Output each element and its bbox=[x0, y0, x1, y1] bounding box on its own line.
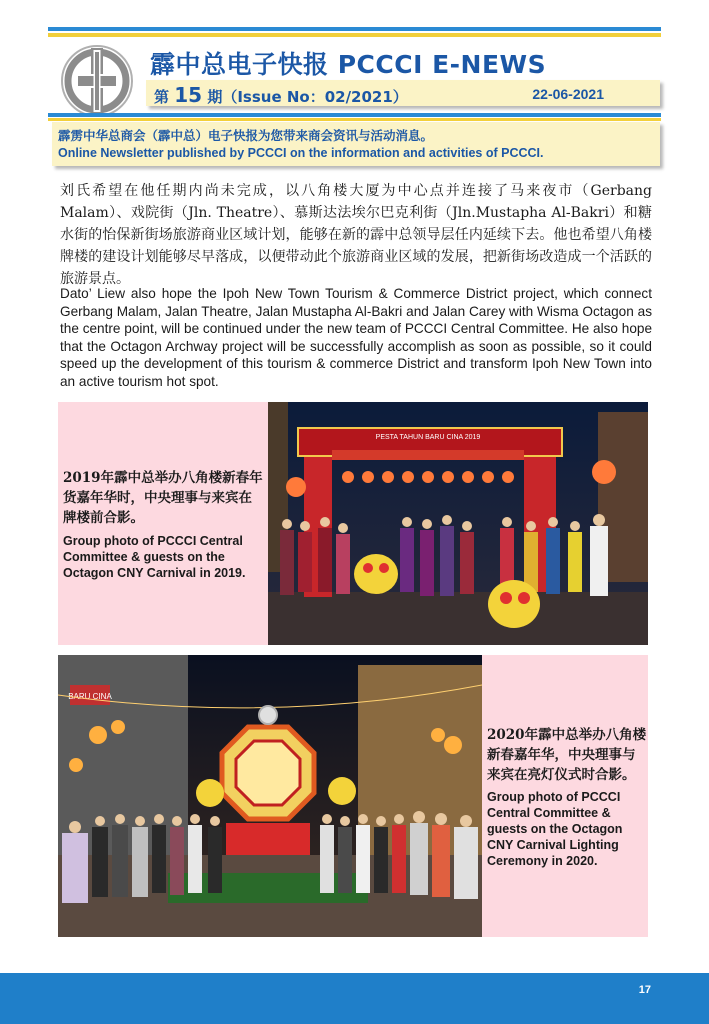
issue-number bbox=[154, 83, 408, 107]
issue-suffix: 期（Issue No：02/2021） bbox=[207, 88, 408, 106]
header-stripe-blue bbox=[48, 27, 661, 31]
issue-bar bbox=[146, 80, 660, 106]
caption-2019-zh: 2019年霹中总举办八角楼新春年货嘉年华时，中央理事与来宾在牌楼前合影。 bbox=[63, 470, 263, 526]
body-paragraph-zh: 刘氏希望在他任期内尚未完成，以八角楼大厦为中心点并连接了马来夜市（Gerbang Malam）、戏院街（Jln. Theatre）、慕斯达法埃尔巴克利街（Jln.Mustapha Al-Bakri）和糖水街的怡保新街场旅游商业区域计划，能够在新的霹中总领导层任内延续下去。他也希望八角楼牌楼的建设计划能够尽早落成，以便带动此个旅游商业区域的发展，把新街场改造成一个活跃的旅游景点。 bbox=[60, 183, 652, 287]
arch-sign: PESTA TAHUN BARU CINA 2019 bbox=[375, 434, 481, 441]
header-stripe-yellow-lower bbox=[48, 118, 661, 121]
caption-card-2020 bbox=[482, 655, 648, 937]
intro-en: Online Newsletter published by PCCCI on the information and activities of PCCCI. bbox=[58, 146, 544, 160]
caption-2020-zh: 2020年霹中总举办八角楼新春嘉年华，中央理事与来宾在亮灯仪式时合影。 bbox=[487, 727, 647, 783]
body-paragraph-en: Dato’ Liew also hope the Ipoh New Town Tourism & Commerce District project, which connect Gerbang Malam, Jalan Theatre, Jalan Mustapha Al-Bakri and Jalan Carey with Wisma Octagon as the centre point, will be continued under the new team of PCCCI Central Committee. He also hope that the Octagon Archway project will be successfully accomplish as soon as possible, so it could speed up the development of this tourism & commerce District and transform Ipoh New Town into an active tourism hot spot. bbox=[60, 286, 652, 389]
pccci-logo bbox=[60, 44, 134, 118]
caption-2019-en: Group photo of PCCCI Central Committee & guests on the Octagon CNY Carnival in 2019. bbox=[63, 534, 246, 580]
header-stripe-yellow bbox=[48, 33, 661, 37]
issue-prefix: 第 bbox=[154, 88, 170, 106]
photo-2019-group bbox=[268, 402, 648, 645]
footer-bar bbox=[0, 973, 709, 1024]
header-stripe-blue-lower bbox=[48, 113, 661, 117]
newsletter-title: 霹中总电子快报 PCCCI E-NEWS bbox=[150, 50, 547, 79]
intro-zh: 霹雳中华总商会（霹中总）电子快报为您带来商会资讯与活动消息。 bbox=[58, 128, 434, 143]
issue-date: 22-06-2021 bbox=[532, 86, 604, 102]
photo-2020-group bbox=[58, 655, 482, 937]
issue-number-value: 15 bbox=[174, 83, 203, 107]
street-sign: BARU CINA bbox=[68, 692, 112, 701]
caption-2020-en: Group photo of PCCCI Central Committee & guests on the Octagon CNY Carnival Lighting Ceremony in 2020. bbox=[487, 790, 623, 868]
intro-banner bbox=[52, 122, 660, 166]
caption-card-2019 bbox=[58, 402, 268, 645]
page-number: 17 bbox=[638, 984, 651, 996]
